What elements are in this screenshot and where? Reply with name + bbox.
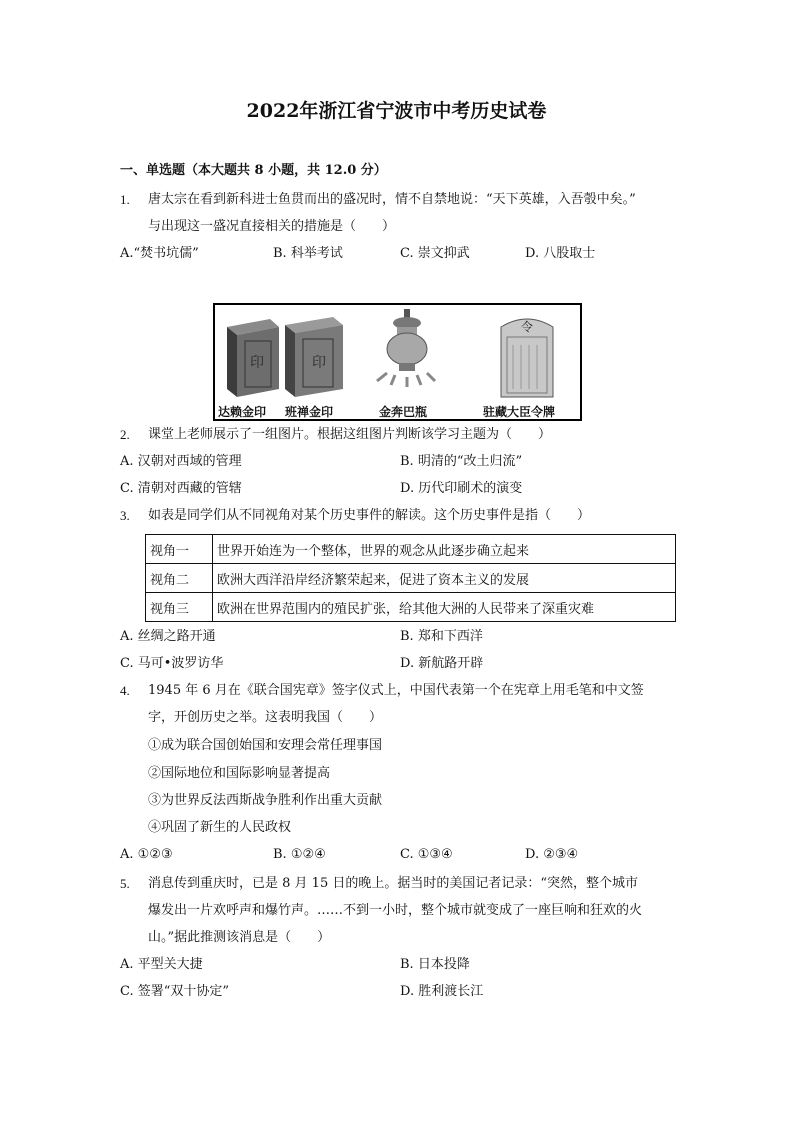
option-b: B. 郑和下西洋 <box>400 629 483 644</box>
statement-item: ③为世界反法西斯战争胜利作出重大贡献 <box>148 793 383 808</box>
table-cell-text: 欧洲在世界范围内的殖民扩张，给其他大洲的人民带来了深重灾难 <box>213 593 676 622</box>
question-stem: 消息传到重庆时，已是 8 月 15 日的晚上。据当时的美国记者记录：“突然，整个城市 <box>148 876 638 891</box>
statement-item: ②国际地位和国际影响显著提高 <box>148 766 331 781</box>
question-stem: 1945 年 6 月在《联合国宪章》签字仪式上，中国代表第一个在宪章上用毛笔和中文签 <box>148 683 644 698</box>
question-stem: 山。”据此推测该消息是（ ） <box>148 930 331 945</box>
dalai-seal-image <box>227 319 279 397</box>
question-number: 1. <box>120 192 130 207</box>
option-c: C. 崇文抑武 <box>400 246 470 261</box>
option-d: D. ②③④ <box>525 847 579 862</box>
question-number: 5. <box>120 876 130 891</box>
question-stem: 唐太宗在看到新科进士鱼贯而出的盛况时，情不自禁地说：“天下英雄，入吾彀中矣。” <box>148 192 636 207</box>
question-stem: 课堂上老师展示了一组图片。根据这组图片判断该学习主题为（ ） <box>148 427 552 442</box>
option-a: A. 汉朝对西域的管理 <box>120 454 242 469</box>
option-c: C. 马可•波罗访华 <box>120 656 224 671</box>
seal-glyph: 印 <box>250 355 264 371</box>
question-number: 3. <box>120 508 130 523</box>
caption-golden-urn: 金奔巴瓶 <box>379 405 428 419</box>
option-a: A. ①②③ <box>120 847 173 862</box>
amban-tablet-image <box>501 319 553 397</box>
statement-item: ①成为联合国创始国和安理会常任理事国 <box>148 738 383 753</box>
question-number: 4. <box>120 683 130 698</box>
panchen-seal-image <box>285 317 343 397</box>
table-cell-text: 世界开始连为一个整体，世界的观念从此逐步确立起来 <box>213 535 676 564</box>
option-b: B. 日本投降 <box>400 957 470 972</box>
seal-glyph: 印 <box>312 355 326 371</box>
option-a: A. 丝绸之路开通 <box>120 629 216 644</box>
question-stem: 如表是同学们从不同视角对某个历史事件的解读。这个历史事件是指（ ） <box>148 508 591 523</box>
caption-panchen-seal: 班禅金印 <box>285 405 334 419</box>
option-d: D. 新航路开辟 <box>400 656 484 671</box>
question-stem: 与出现这一盛况直接相关的措施是（ ） <box>148 219 396 234</box>
table-cell-label: 视角一 <box>146 535 213 564</box>
caption-dalai-seal: 达赖金印 <box>218 405 267 419</box>
table-cell-label: 视角三 <box>146 593 213 622</box>
option-c: C. 清朝对西藏的管辖 <box>120 481 242 496</box>
option-c: C. ①③④ <box>400 847 453 862</box>
option-b: B. 明清的“改土归流” <box>400 454 523 469</box>
caption-amban-tablet: 驻藏大臣令牌 <box>483 405 556 419</box>
table-row <box>146 593 676 622</box>
option-d: D. 胜利渡长江 <box>400 984 484 999</box>
question-stem: 爆发出一片欢呼声和爆竹声。……不到一小时，整个城市就变成了一座巨响和狂欢的火 <box>148 903 643 918</box>
table-row <box>146 564 676 593</box>
tablet-glyph: 令 <box>520 320 534 334</box>
artifact-figure <box>213 303 582 421</box>
option-d: D. 历代印刷术的演变 <box>400 481 523 496</box>
statement-item: ④巩固了新生的人民政权 <box>148 820 292 835</box>
option-c: C. 签署“双十协定” <box>120 984 230 999</box>
question-stem: 字，开创历史之举。这表明我国（ ） <box>148 710 383 725</box>
option-a: A. 平型关大捷 <box>120 957 203 972</box>
table-cell-text: 欧洲大西洋沿岸经济繁荣起来，促进了资本主义的发展 <box>213 564 676 593</box>
perspective-table <box>145 534 676 622</box>
table-cell-label: 视角二 <box>146 564 213 593</box>
option-d: D. 八股取士 <box>525 246 596 261</box>
golden-urn-image <box>377 309 435 387</box>
page-title: 2022年浙江省宁波市中考历史试卷 <box>246 100 547 122</box>
option-b: B. 科举考试 <box>273 246 343 261</box>
option-a: A.“焚书坑儒” <box>120 246 199 261</box>
question-number: 2. <box>120 427 130 442</box>
table-row <box>146 535 676 564</box>
section-heading: 一、单选题（本大题共 8 小题，共 12.0 分） <box>120 163 387 178</box>
artifact-illustrations <box>215 305 580 401</box>
option-b: B. ①②④ <box>273 847 326 862</box>
